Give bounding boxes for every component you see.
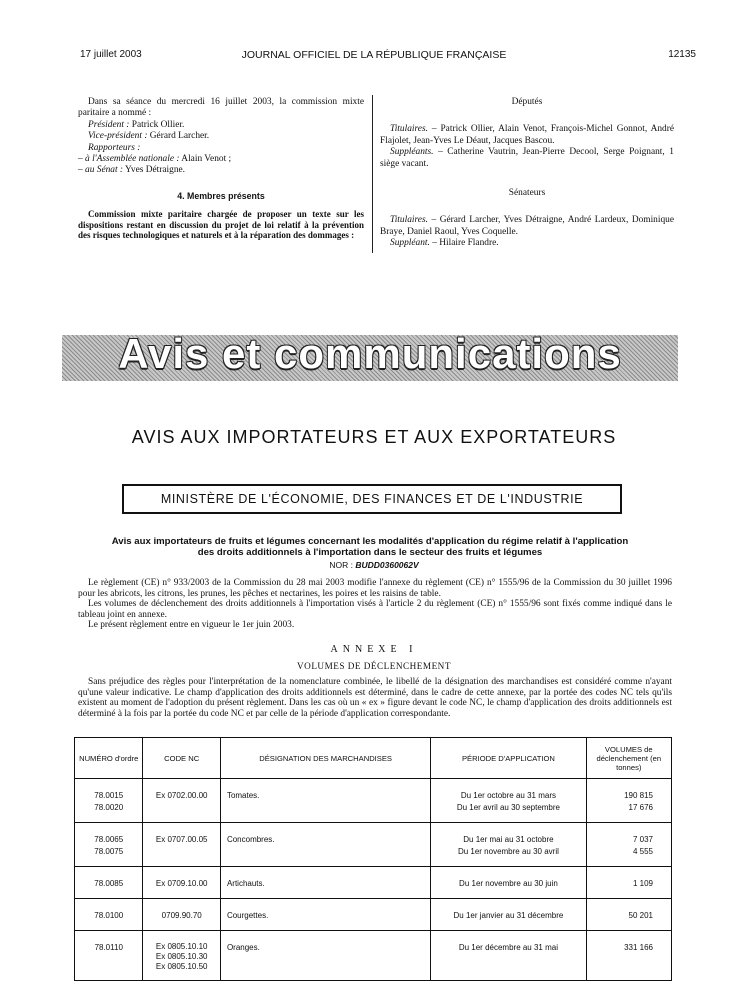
header-code: CODE NC: [143, 738, 220, 779]
cell-designation: [220, 823, 430, 867]
cell-code: [143, 867, 220, 899]
notice-body: [78, 578, 672, 631]
volume-value: 331 166: [624, 943, 653, 952]
periode-value: Du 1er novembre au 30 juin: [459, 879, 558, 888]
volume-value: 1 109: [632, 879, 653, 888]
cell-designation: [220, 867, 430, 899]
cell-code: [143, 931, 220, 981]
deputes-suppleants-label: Suppléants.: [390, 147, 434, 158]
senateurs-suppleant-name: – Hilaire Flandre.: [432, 238, 499, 249]
senateurs-suppleant-label: Suppléant.: [390, 238, 430, 249]
periode-value: Du 1er mai au 31 octobre: [463, 835, 554, 844]
vice-president-line: [78, 131, 364, 142]
table-row: [75, 931, 672, 981]
deputes-suppleants: [380, 147, 674, 170]
senateurs-titulaires: [380, 215, 674, 238]
volume-value: 17 676: [628, 803, 653, 812]
table-row: [75, 867, 672, 899]
rapporteur-an-line: – à l'Assemblée nationale : Alain Venot ;: [78, 154, 232, 165]
deputes-titulaires-label: Titulaires.: [390, 124, 428, 135]
ministry-name: MINISTÈRE DE L'ÉCONOMIE, DES FINANCES ET DE L'INDUSTRIE: [160, 492, 584, 506]
rapporteur-an-label: à l'Assemblée nationale :: [85, 154, 180, 165]
page-number: 12135: [668, 49, 696, 60]
cell-periode: [431, 779, 586, 823]
table-row: [75, 779, 672, 823]
journal-title: JOURNAL OFFICIEL DE LA RÉPUBLIQUE FRANÇAISE: [241, 49, 507, 61]
code-value: Ex 0707.00.05: [155, 835, 208, 844]
cell-num: [75, 779, 143, 823]
nor-label: NOR :: [329, 560, 353, 570]
num-value: 78.0075: [94, 847, 124, 856]
notice-title-line-1: Avis aux importateurs de fruits et légumes concernant les modalités d'application du régime relatif à l'application: [111, 536, 629, 547]
president-line: [78, 120, 364, 131]
num-value: 78.0100: [94, 911, 124, 920]
volume-value: 4 555: [632, 847, 653, 856]
column-divider: [372, 95, 373, 253]
periode-value: Du 1er novembre au 30 avril: [457, 847, 559, 856]
designation-value: Tomates.: [226, 791, 260, 800]
senateurs-suppleant: [380, 238, 674, 249]
vice-president-label: Vice-président :: [88, 131, 148, 142]
volume-value: 190 815: [624, 791, 653, 800]
table-header-row: [75, 738, 672, 779]
num-value: 78.0015: [94, 791, 124, 800]
designation-value: Courgettes.: [226, 911, 269, 920]
notice-title-line-2: des droits additionnels à l'importation dans le secteur des fruits et légumes: [197, 547, 543, 558]
ministry-box: [122, 484, 622, 514]
cell-code: [143, 779, 220, 823]
right-column: [380, 97, 674, 250]
nor-reference: [0, 560, 748, 570]
periode-value: Du 1er octobre au 31 mars: [460, 791, 556, 800]
code-value: Ex 0805.10.50: [155, 962, 208, 971]
header-designation: DÉSIGNATION DES MARCHANDISES: [220, 738, 430, 779]
trigger-volumes-table: [74, 737, 672, 981]
num-value: 78.0020: [94, 803, 124, 812]
rapporteur-senat-name: Yves Détraigne.: [125, 165, 186, 176]
president-label: Président :: [88, 119, 130, 130]
num-value: 78.0110: [94, 943, 123, 952]
cell-volumes: [586, 931, 671, 981]
cell-num: [75, 899, 143, 931]
code-value: Ex 0702.00.00: [155, 791, 208, 800]
annex-paragraph: Sans préjudice des règles pour l'interprétation de la nomenclature combinée, le libellé de la désignation des marchandises est considéré comme n'ayant qu'une valeur indicative. Le champ d'application des droits additionnels est déterminé, dans le cadre de cette annexe, par la portée des codes NC tels qu'ils existent au moment de l'adoption du présent règlement. Dans les cas où un « ex » figure devant le code NC, le champ d'application des droits additionnels est déterminé à la fois par la portée du code NC et par celle de la période d'application correspondante.: [78, 677, 672, 719]
cell-periode: [431, 899, 586, 931]
header-volumes: VOLUMES de déclenchement (en tonnes): [586, 738, 671, 779]
cell-volumes: [586, 779, 671, 823]
rapporteur-senat-line: – au Sénat : Yves Détraigne.: [78, 165, 186, 176]
volume-value: 50 201: [628, 911, 653, 920]
vice-president-name: Gérard Larcher.: [149, 131, 210, 142]
notice-title: [70, 536, 670, 558]
code-value: 0709.90.70: [161, 911, 202, 920]
notice-paragraph-1: Le règlement (CE) n° 933/2003 de la Commission du 28 mai 2003 modifie l'annexe du règlement (CE) n° 1555/96 de la Commission du 30 juillet 1996 pour les abricots, les citrons, les prunes, les pêches et nectarines, les poires et les raisins de table.: [78, 578, 672, 599]
annex-text: [78, 677, 672, 719]
cell-num: [75, 823, 143, 867]
deputes-titulaires: [380, 124, 674, 147]
senateurs-titulaires-names: – Gérard Larcher, Yves Détraigne, André Lardeux, Dominique Braye, Daniel Raoul, Yves Coquelle.: [380, 215, 675, 237]
designation-value: Artichauts.: [226, 879, 265, 888]
table-row: [75, 823, 672, 867]
rapporteurs-label: Rapporteurs :: [88, 142, 141, 153]
code-value: Ex 0805.10.30: [155, 952, 208, 961]
commission-text: Commission mixte paritaire chargée de proposer un texte sur les dispositions restant en discussion du projet de loi relatif à la prévention des risques technologiques et naturels et à la réparation des dommages :: [78, 209, 364, 241]
header-date: 17 juillet 2003: [80, 49, 142, 60]
cell-designation: [220, 899, 430, 931]
deputes-titulaires-names: – Patrick Ollier, Alain Venot, François-Michel Gonnot, André Flajolet, Jean-Yves Le Déaut, Jacques Bascou.: [380, 124, 675, 146]
table-row: [75, 899, 672, 931]
designation-value: Concombres.: [226, 835, 275, 844]
cell-num: [75, 931, 143, 981]
cell-code: [143, 823, 220, 867]
cell-periode: [431, 931, 586, 981]
periode-value: Du 1er janvier au 31 décembre: [453, 911, 564, 920]
cell-volumes: [586, 899, 671, 931]
section-heading-membres: 4. Membres présents: [177, 190, 265, 201]
cell-volumes: [586, 823, 671, 867]
senateurs-titulaires-label: Titulaires.: [390, 215, 428, 226]
annex-subtitle: VOLUMES DE DÉCLENCHEMENT: [297, 661, 451, 671]
num-value: 78.0065: [94, 835, 124, 844]
president-name: Patrick Ollier.: [131, 119, 185, 130]
periode-value: Du 1er décembre au 31 mai: [458, 943, 558, 952]
banner-title: Avis et communications: [118, 330, 622, 377]
volume-value: 7 037: [632, 835, 653, 844]
section-title: AVIS AUX IMPORTATEURS ET AUX EXPORTATEURS: [131, 427, 617, 447]
designation-value: Oranges.: [226, 943, 260, 952]
header-num: NUMÉRO d'ordre: [75, 738, 143, 779]
cell-periode: [431, 867, 586, 899]
periode-value: Du 1er avril au 30 septembre: [456, 803, 560, 812]
notice-paragraph-3: Le présent règlement entre en vigueur le 1er juin 2003.: [88, 620, 295, 631]
deputes-heading: Députés: [511, 97, 543, 107]
left-column: [78, 97, 364, 241]
code-value: Ex 0805.10.10: [155, 942, 208, 951]
cell-code: [143, 899, 220, 931]
nor-code: BUDD0360062V: [355, 560, 419, 570]
num-value: 78.0085: [94, 879, 124, 888]
senateurs-heading: Sénateurs: [508, 188, 546, 199]
header-periode: PÉRIODE D'APPLICATION: [431, 738, 586, 779]
rapporteur-senat-label: au Sénat :: [85, 165, 124, 176]
annex-title: ANNEXE I: [330, 644, 418, 655]
cell-periode: [431, 823, 586, 867]
cell-num: [75, 867, 143, 899]
cell-designation: [220, 931, 430, 981]
notice-paragraph-2: Les volumes de déclenchement des droits additionnels à l'importation visés à l'article 2 du règlement (CE) n° 1555/96 sont fixés comme indiqué dans le tableau joint en annexe.: [78, 599, 672, 620]
cell-designation: [220, 779, 430, 823]
rapporteur-an-name: Alain Venot ;: [181, 154, 232, 165]
cell-volumes: [586, 867, 671, 899]
deputes-suppleants-names: – Catherine Vautrin, Jean-Pierre Decool, Serge Poignant, 1 siège vacant.: [380, 147, 674, 169]
cmp-intro: Dans sa séance du mercredi 16 juillet 2003, la commission mixte paritaire a nommé :: [78, 97, 364, 119]
code-value: Ex 0709.10.00: [155, 879, 208, 888]
